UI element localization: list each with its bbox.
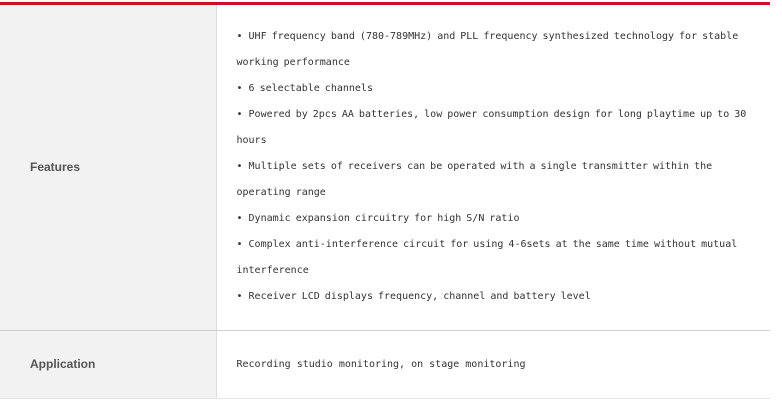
feature-text: UHF frequency band (780-789MHz) and PLL frequency synthesized technology for stable working performance	[236, 31, 739, 69]
feature-item	[237, 232, 757, 284]
feature-text: Complex anti-interference circuit for using 4-6sets at the same time without mutual interference	[236, 239, 738, 277]
bullet-icon: •	[236, 291, 243, 303]
features-value	[216, 5, 770, 330]
feature-item	[237, 284, 757, 310]
bullet-icon: •	[236, 239, 243, 251]
bullet-icon: •	[236, 83, 243, 95]
feature-item	[237, 154, 757, 206]
feature-text: Dynamic expansion circuitry for high S/N ratio	[248, 213, 520, 225]
feature-text: 6 selectable channels	[248, 83, 373, 95]
feature-item	[237, 24, 757, 76]
feature-item	[237, 76, 757, 102]
table-row-features	[0, 5, 770, 330]
application-label: Application	[0, 330, 216, 398]
bullet-icon: •	[236, 31, 243, 43]
bullet-icon: •	[236, 161, 243, 173]
feature-item	[237, 102, 757, 154]
bullet-icon: •	[236, 213, 243, 225]
features-label: Features	[0, 5, 216, 330]
application-value: Recording studio monitoring, on stage monitoring	[216, 330, 770, 398]
feature-item	[237, 206, 757, 232]
feature-text: Powered by 2pcs AA batteries, low power consumption design for long playtime up to 30 hours	[236, 109, 747, 147]
feature-text: Multiple sets of receivers can be operated with a single transmitter within the operating range	[236, 161, 713, 199]
bullet-icon: •	[236, 109, 243, 121]
feature-text: Receiver LCD displays frequency, channel and battery level	[248, 291, 591, 303]
features-list	[237, 24, 757, 310]
specifications-table	[0, 5, 770, 399]
table-row-application	[0, 330, 770, 398]
